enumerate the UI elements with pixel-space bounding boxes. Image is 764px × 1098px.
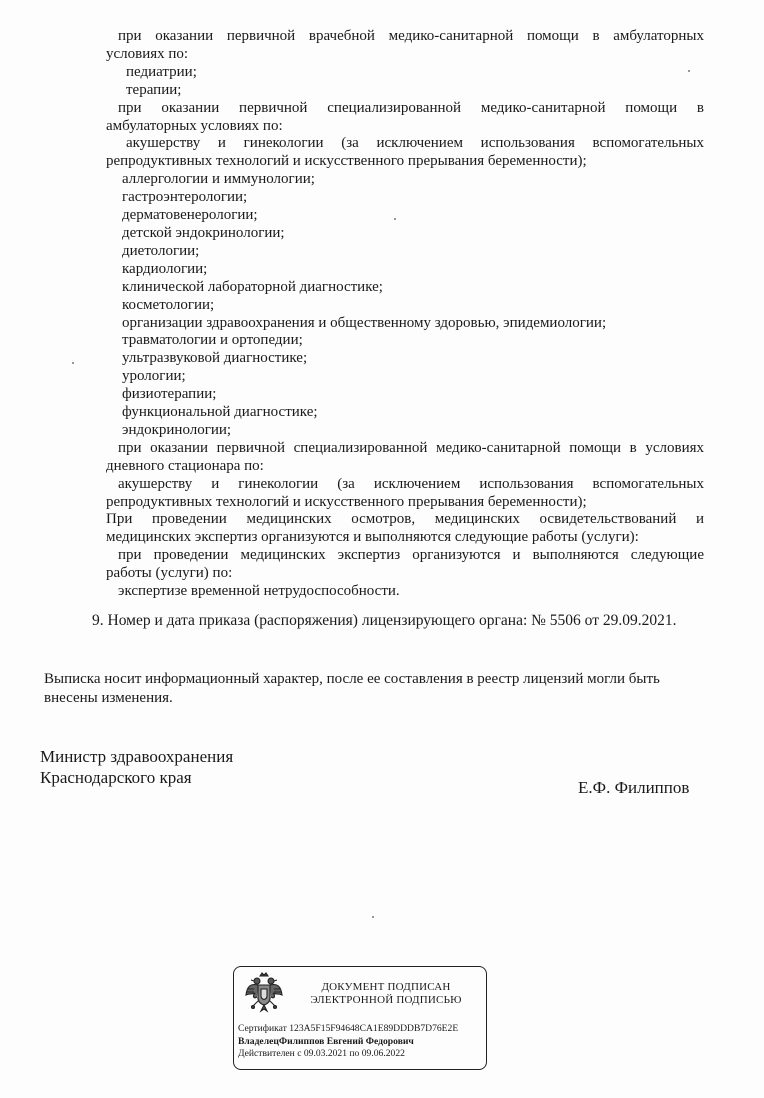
signer-name: Е.Ф. Филиппов [578,778,690,797]
body-line: терапии; [126,81,182,98]
body-line: гастроэнтерологии; [122,189,248,206]
body-line: косметологии; [122,296,215,313]
body-line: При проведении медицинских осмотров, медицинских освидетельствований и [106,511,704,528]
body-line: организации здравоохранения и общественному здоровью, эпидемиологии; [122,314,607,331]
minister-title [40,746,233,788]
body-line: при проведении медицинских экспертиз организуются и выполняются следующие [118,547,704,564]
body-line: медицинских экспертиз организуются и выполняются следующие работы (услуги): [106,529,639,546]
body-line: при оказании первичной специализированной медико-санитарной помощи в условиях [118,439,704,456]
scan-speck [394,218,396,220]
body-line: условиях по: [106,45,189,62]
body-line: детской эндокринологии; [122,224,285,241]
body-line: при оказании первичной врачебной медико-санитарной помощи в амбулаторных [118,28,704,44]
body-line: функциональной диагностике; [122,404,318,421]
stamp-title-line2: ЭЛЕКТРОННОЙ ПОДПИСЬЮ [310,994,462,1006]
stamp-certificate: Сертификат 123A5F15F94648CA1E89DDDB7D76E2E [238,1023,459,1034]
scan-speck [372,916,374,918]
electronic-signature-stamp [233,966,487,1070]
coat-of-arms-icon [244,971,284,1015]
body-line: педиатрии; [126,63,197,80]
order-number-item: 9. Номер и дата приказа (распоряжения) лицензирующего органа: № 5506 от 29.09.2021. [92,612,677,629]
body-line: репродуктивных технологий и искусственного прерывания беременности); [106,153,587,170]
stamp-owner: ВладелецФилиппов Евгений Федорович [238,1035,414,1047]
body-line: клинической лабораторной диагностике; [122,278,383,295]
body-line: при оказании первичной специализированной медико-санитарной помощи в [118,99,704,116]
scan-speck [688,70,690,72]
body-line: амбулаторных условиях по: [106,117,283,134]
body-line: экспертизе временной нетрудоспособности. [118,583,400,600]
body-line: аллергологии и иммунологии; [122,171,315,188]
minister-title-line2: Краснодарского края [40,768,192,787]
body-line: работы (услуги) по: [106,565,233,582]
body-line: акушерству и гинекологии (за исключением использования вспомогательных [118,475,704,492]
informational-note: Выписка носит информационный характер, после ее составления в реестр лицензий могли быть внесены изменения. [44,671,660,706]
stamp-title [296,981,476,1007]
body-line: дневного стационара по: [106,457,264,474]
stamp-details [238,1023,458,1061]
body-line: физиотерапии; [122,386,217,403]
body-line: репродуктивных технологий и искусственного прерывания беременности); [106,493,587,510]
body-line: кардиологии; [122,260,208,277]
license-activities-list [106,28,704,601]
body-line: эндокринологии; [122,421,232,438]
body-line: акушерству и гинекологии (за исключением использования вспомогательных [126,135,704,152]
body-line: урологии; [122,368,186,385]
body-line: травматологии и ортопедии; [122,332,303,349]
scan-speck [72,362,74,364]
minister-title-line1: Министр здравоохранения [40,747,234,766]
body-line: ультразвуковой диагностике; [122,350,308,367]
stamp-validity: Действителен с 09.03.2021 по 09.06.2022 [238,1048,405,1060]
stamp-title-line1: ДОКУМЕНТ ПОДПИСАН [321,981,451,993]
body-line: дерматовенерологии; [122,207,258,224]
body-line: диетологии; [122,242,200,259]
